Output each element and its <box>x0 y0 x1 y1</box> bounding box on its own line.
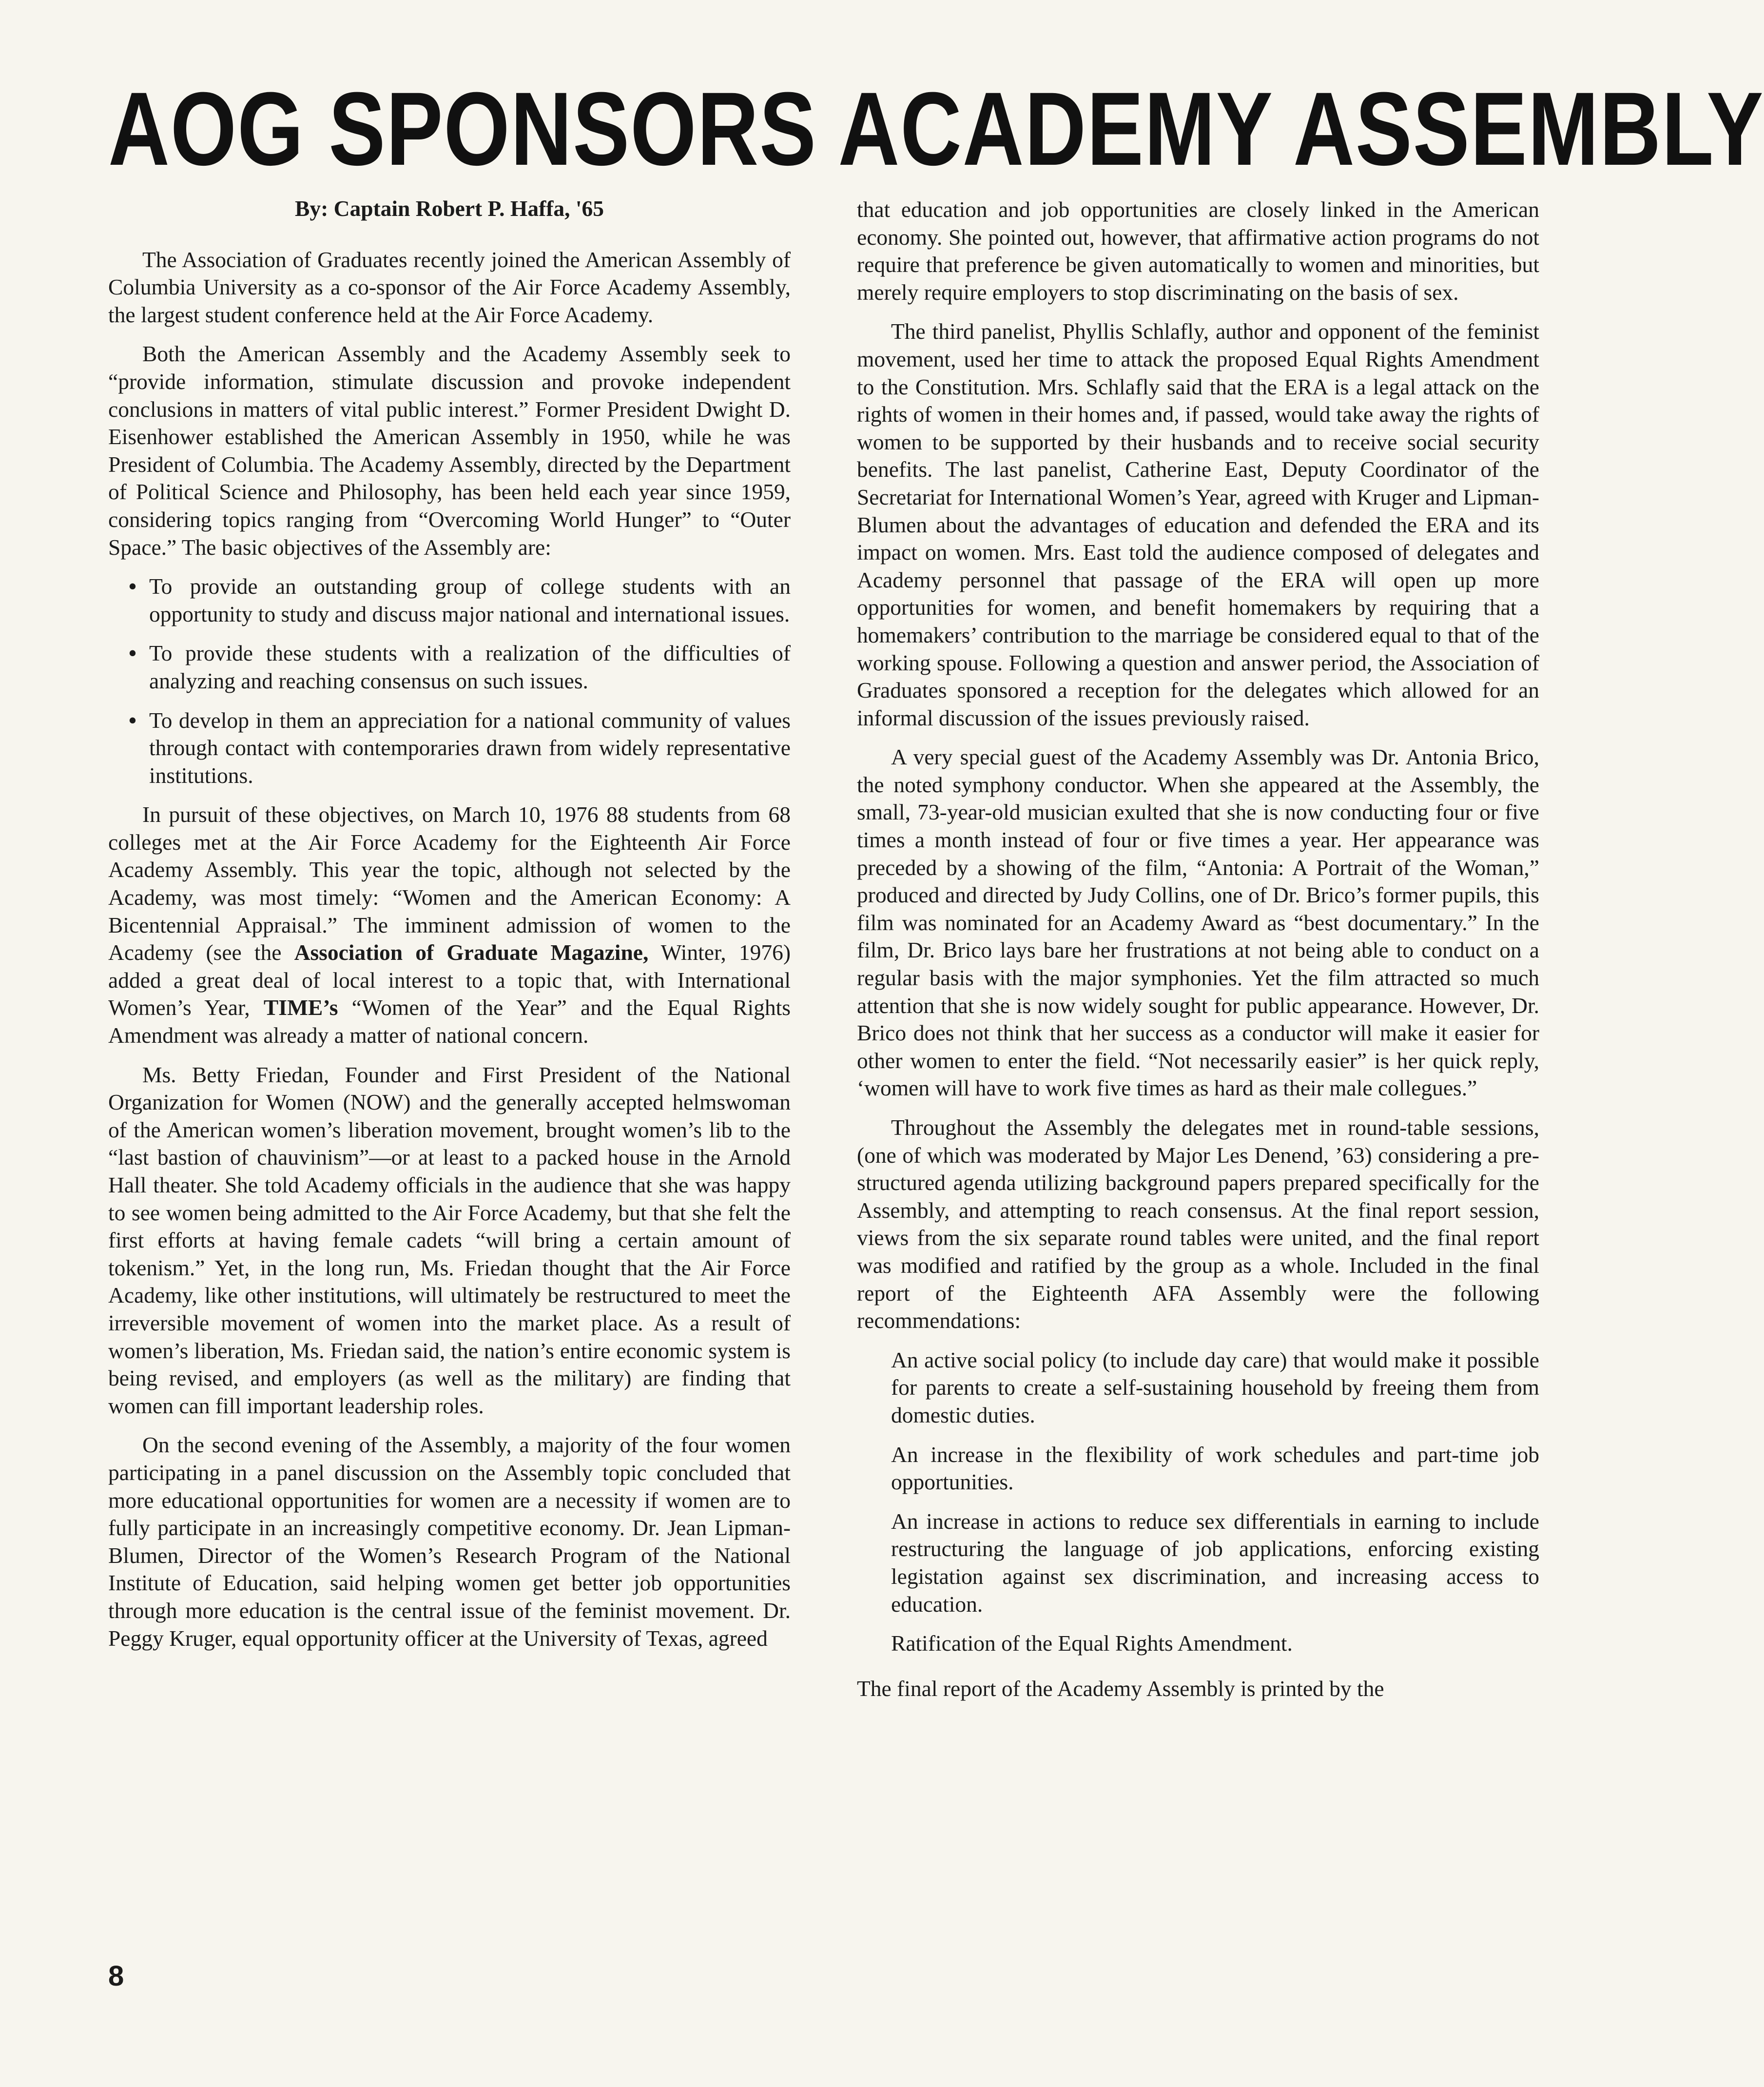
paragraph-panel: On the second evening of the Assembly, a majority of the four women participating in a panel discussion on the Assembly topic concluded that more educational opportunities for women are a necessity if women are to fully participate in an increasingly competitive economy. Dr. Jean Lipman-Blumen, Director of the Women’s Research Program of the National Institute of Education, said helping women get better job opportunities through more education is the central issue of the feminist movement. Dr. Peggy Kruger, equal opportunity officer at the University of Texas, agreed <box>108 1432 791 1651</box>
paragraph-topic <box>108 801 791 1049</box>
bullet-icon: • <box>129 574 136 599</box>
right-column <box>857 196 1539 1714</box>
paragraph-brico: A very special guest of the Academy Assembly was Dr. Antonia Brico, the noted symphony conductor. When she appeared at the Assembly, the small, 73-year-old musician exulted that she is now conducting four or five times a month instead of four or five times a year. Her appearance was preceded by a showing of the film, “Antonia: A Portrait of the Woman,” produced and directed by Judy Collins, one of Dr. Brico’s former pupils, this film was nominated for an Academy Award as “best documentary.” In the film, Dr. Brico lays bare her frustrations at not being able to conduct on a regular basis with the major symphonies. Yet the film attracted so much attention that she is now widely sought for public appearance. However, Dr. Brico does not think that her success as a conductor will make it easier for other women to enter the field. “Not necessarily easier” is her quick reply, ‘women will have to work five times as hard as their male collegues.” <box>857 744 1539 1101</box>
topic-text-b: Winter, 1976) added a great deal of local interest to a topic that, with International Women’s Year, <box>108 940 791 1020</box>
left-column <box>108 195 791 1664</box>
objective-item <box>108 640 791 695</box>
recommendation-ratification: Ratification of the Equal Rights Amendment. <box>891 1631 1293 1656</box>
topic-text-c: “Women of the Year” and the Equal Rights Amendment was already a matter of national concern. <box>108 995 791 1048</box>
recommendation-item: An increase in actions to reduce sex differentials in earning to include restructuring the language of job applications, enforcing existing legistation against sex discrimination, and increasing access to education. <box>891 1508 1539 1617</box>
objective-item <box>108 707 791 790</box>
objective-item <box>108 573 791 628</box>
paragraph-round-tables: Throughout the Assembly the delegates met in round-table sessions, (one of which was moderated by Major Les Denend, ’63) considering a pre-structured agenda utilizing background papers prepared specifically for the Assembly, and attempting to reach consensus. At the final report session, views from the six separate round tables were united, and the final report was modified and ratified by the group as a whole. Included in the final report of the Eighteenth AFA Assembly were the following recommendations: <box>857 1115 1539 1333</box>
time-magazine-name: TIME’s <box>263 995 338 1020</box>
bullet-icon: • <box>129 707 136 733</box>
recommendation-item: An increase in the flexibility of work schedules and part-time job opportunities. <box>891 1442 1539 1495</box>
topic-text-a: In pursuit of these objectives, on March 10, 1976 88 students from 68 colleges met at the Air Force Academy for the Eighteenth Air Force Academy Assembly. This year the topic, although not selected by the Academy, was most timely: “Women and the American Economy: A Bicentennial Appraisal.” The imminent admission of women to the Academy (see the <box>108 802 791 965</box>
objective-text: To provide these students with a realization of the difficulties of analyzing and reaching consensus on such issues. <box>149 641 791 693</box>
paragraph-final-report: The final report of the Academy Assembly is printed by the <box>857 1676 1384 1701</box>
magazine-title: Association of Graduate Magazine, <box>294 940 649 965</box>
paragraph-kruger-continued: that education and job opportunities are closely linked in the American economy. She pointed out, however, that affirmative action programs do not require that preference be given automatically to women and minorities, but merely require employers to stop discriminating on the basis of sex. <box>857 197 1539 305</box>
objective-text: To provide an outstanding group of college students with an opportunity to study and discuss major national and international issues. <box>149 574 791 626</box>
paragraph-schlafly: The third panelist, Phyllis Schlafly, author and opponent of the feminist movement, used her time to attack the proposed Equal Rights Amendment to the Constitution. Mrs. Schlafly said that the ERA is a legal attack on the rights of women in their homes and, if passed, would take away the rights of women to be supported by their husbands and to receive social security benefits. The last panelist, Catherine East, Deputy Coordinator of the Secretariat for International Women’s Year, agreed with Kruger and Lipman-Blumen about the advantages of education and defended the ERA and its impact on women. Mrs. East told the audience composed of delegates and Academy personnel that passage of the ERA will open up more opportunities for women, and benefit homemakers by requiring that a homemakers’ contribution to the marriage be considered equal to that of the working spouse. Following a question and answer period, the Association of Graduates sponsored a reception for the delegates which allowed for an informal discussion of the issues previously raised. <box>857 319 1539 730</box>
recommendation-item: An active social policy (to include day care) that would make it possible for parents to create a self-sustaining household by freeing them from domestic duties. <box>891 1347 1539 1427</box>
recommendations-list <box>857 1346 1539 1658</box>
objectives-list <box>108 573 791 789</box>
objective-text: To develop in them an appreciation for a national community of values through contact with contemporaries drawn from widely representative institutions. <box>149 707 791 788</box>
page-number: 8 <box>108 1960 124 1992</box>
paragraph-assembly-history: Both the American Assembly and the Academy Assembly seek to “provide information, stimulate discussion and provoke independent conclusions in matters of vital public interest.” Former President Dwight D. Eisenhower established the American Assembly in 1950, while he was President of Columbia. The Academy Assembly, directed by the Department of Political Science and Philosophy, has been held each year since 1959, considering topics ranging from “Overcoming World Hunger” to “Outer Space.” The basic objectives of the Assembly are: <box>108 341 791 560</box>
bullet-icon: • <box>129 641 136 666</box>
article-headline: AOG SPONSORS ACADEMY ASSEMBLY <box>108 71 1764 187</box>
article-byline: By: Captain Robert P. Haffa, '65 <box>294 196 604 221</box>
paragraph-intro: The Association of Graduates recently joined the American Assembly of Columbia University as a co-sponsor of the Air Force Academy Assembly, the largest student conference held at the Air Force Academy. <box>108 247 791 327</box>
paragraph-friedan: Ms. Betty Friedan, Founder and First President of the National Organization for Women (NOW) and the generally accepted helmswoman of the American women’s liberation movement, brought women’s lib to the “last bastion of chauvinism”—or at least to a packed house in the Arnold Hall theater. She told Academy officials in the audience that she was happy to see women being admitted to the Air Force Academy, but that she felt the first efforts at having female cadets “will bring a certain amount of tokenism.” Yet, in the long run, Ms. Friedan thought that the Air Force Academy, like other institutions, will ultimately be restructured to meet the irreversible movement of women into the market place. As a result of women’s liberation, Ms. Friedan said, the nation’s entire economic system is being revised, and employers (as well as the military) are finding that women can fill important leadership roles. <box>108 1062 791 1418</box>
